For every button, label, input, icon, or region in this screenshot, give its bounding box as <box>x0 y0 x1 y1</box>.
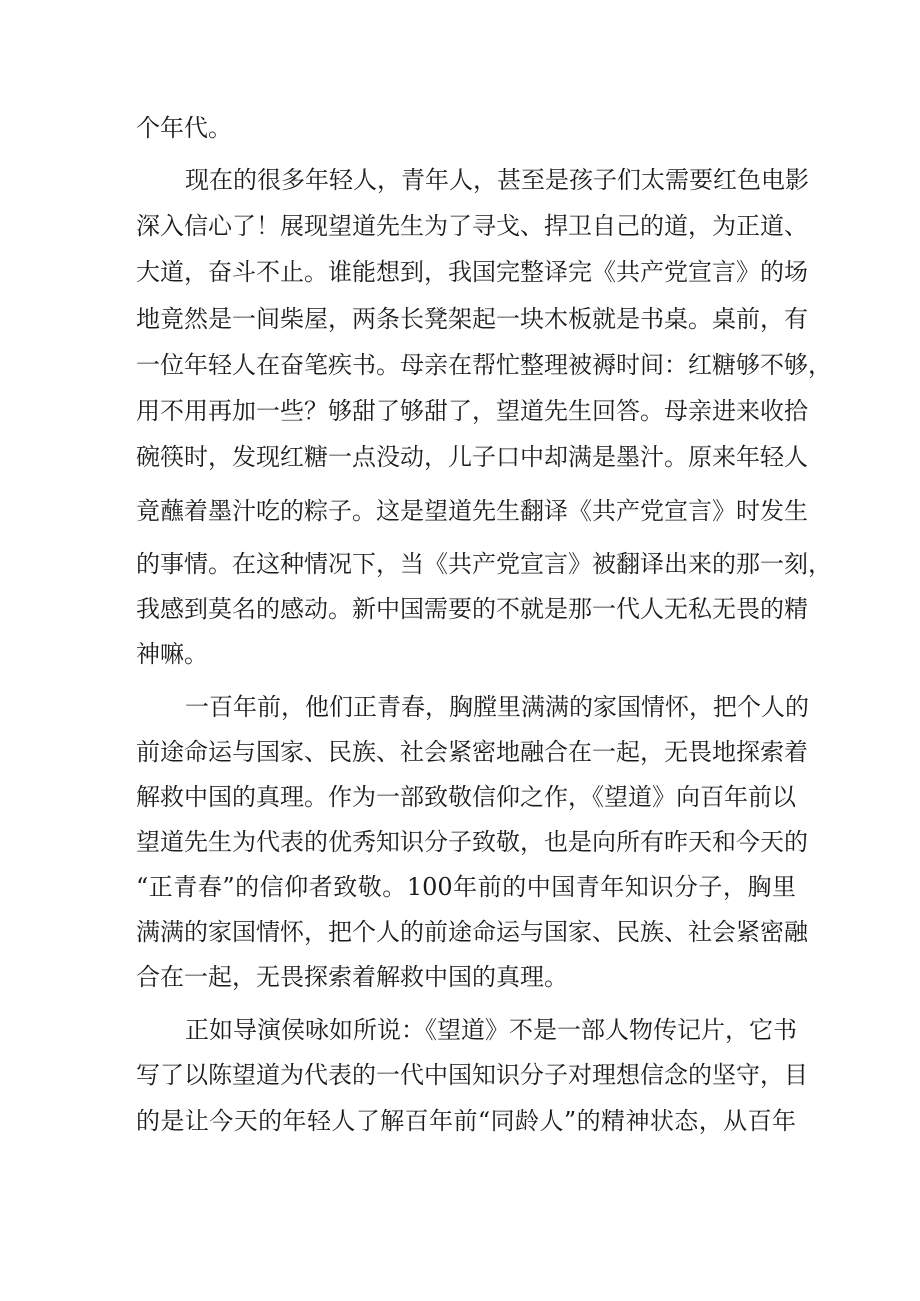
text-line: 深入信心了！展现望道先生为了寻戈、捍卫自己的道，为正道、 <box>136 212 808 240</box>
text-line: 前途命运与国家、民族、社会紧密地融合在一起，无畏地探索着 <box>136 738 808 766</box>
text-line: 我感到莫名的感动。新中国需要的不就是那一代人无私无畏的精 <box>136 595 808 623</box>
paragraph-first-line: 现在的很多年轻人，青年人，甚至是孩子们太需要红色电影 <box>185 166 809 194</box>
text-line: “正青春”的信仰者致敬。100年前的中国青年知识分子，胸里 <box>136 873 796 901</box>
text-line: 望道先生为代表的优秀知识分子致敬，也是向所有昨天和今天的 <box>136 828 808 856</box>
text-line: 大道，奋斗不止。谁能想到，我国完整译完《共产党宣言》的场 <box>136 258 808 286</box>
text-line: 神嘛。 <box>136 640 208 668</box>
text-line: 个年代。 <box>136 114 232 142</box>
text-line: 解救中国的真理。作为一部致敬信仰之作，《望道》向百年前以 <box>136 783 796 811</box>
paragraph-first-line: 一百年前，他们正青春，胸膛里满满的家国情怀，把个人的 <box>185 693 809 721</box>
text-line: 的事情。在这种情况下，当《共产党宣言》被翻译出来的那一刻， <box>136 550 832 578</box>
text-line: 合在一起，无畏探索着解救中国的真理。 <box>136 963 568 991</box>
text-line: 的是让今天的年轻人了解百年前“同龄人”的精神状态，从百年 <box>136 1107 796 1135</box>
text-line: 地竟然是一间柴屋，两条长凳架起一块木板就是书桌。桌前，有 <box>136 305 808 333</box>
text-line: 满满的家国情怀，把个人的前途命运与国家、民族、社会紧密融 <box>136 918 808 946</box>
text-line: 碗筷时，发现红糖一点没动，儿子口中却满是墨汁。原来年轻人 <box>136 443 808 471</box>
text-line: 用不用再加一些？够甜了够甜了，望道先生回答。母亲进来收拾 <box>136 397 808 425</box>
paragraph-first-line: 正如导演侯咏如所说：《望道》不是一部人物传记片，它书 <box>185 1016 797 1044</box>
text-line: 竟蘸着墨汁吃的粽子。这是望道先生翻译《共产党宣言》时发生 <box>136 497 808 525</box>
text-line: 一位年轻人在奋笔疾书。母亲在帮忙整理被褥时间：红糖够不够， <box>136 351 832 379</box>
text-line: 写了以陈望道为代表的一代中国知识分子对理想信念的坚守，目 <box>136 1061 808 1089</box>
